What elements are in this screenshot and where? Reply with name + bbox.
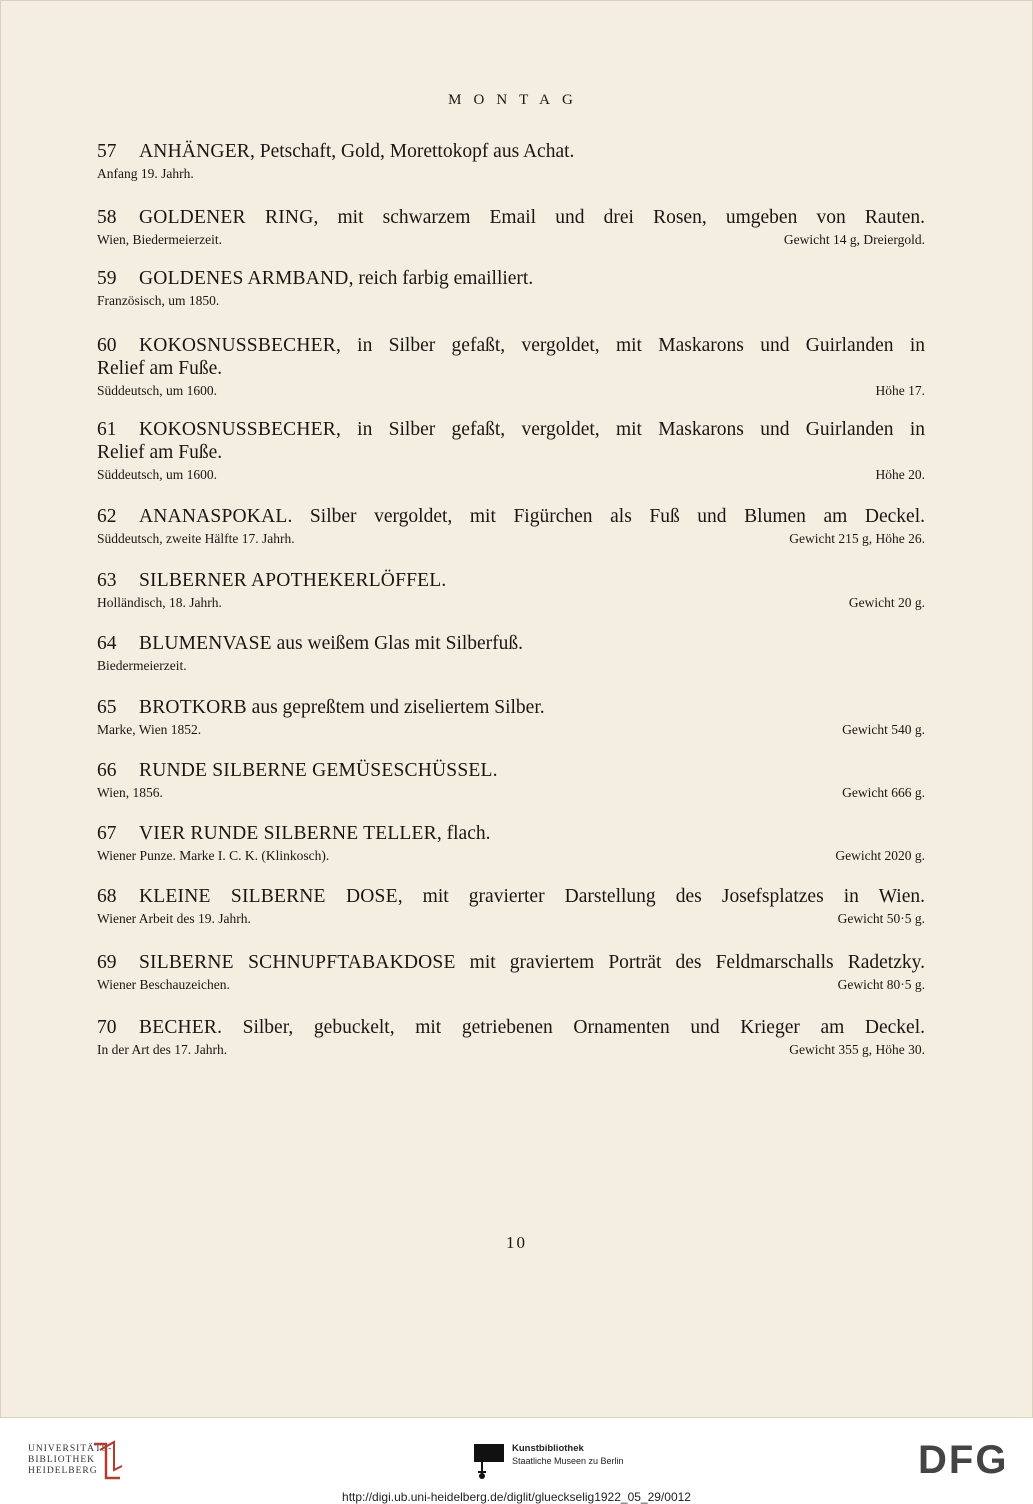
lot-origin: Wiener Beschauzeichen. [97,977,230,992]
lot-meta [97,530,925,548]
lot-description-continued: Relief am Fuße. [97,442,223,463]
lot-measurements: Gewicht 2020 g. [835,848,925,863]
lot-origin: Wien, 1856. [97,785,163,800]
lot-description: . [492,760,498,781]
lot-number: 65 [97,697,117,718]
entry-title-line [97,334,925,357]
lot-measurements: Gewicht 355 g, Höhe 30. [789,1042,925,1057]
lot-measurements: Gewicht 20 g. [848,595,925,610]
lot-meta [97,231,925,249]
catalog-entry [97,696,925,739]
catalog-entry [97,569,925,612]
catalog-entry [97,267,925,310]
entry-title-line [97,822,925,845]
ub-line-1: UNIVERSITÄTS- [28,1444,113,1454]
catalog-entry [97,759,925,802]
entry-title-line [97,140,925,163]
lot-description: aus gepreßtem und ziseliertem Silber. [246,697,545,718]
lot-number: 66 [97,760,117,781]
entry-title-line [97,759,925,782]
lot-number: 61 [97,419,117,440]
lot-origin: Holländisch, 18. Jahrh. [97,595,222,610]
catalog-entry [97,418,925,484]
lot-title: SILBERNE SCHNUPFTABAKDOSE [139,952,456,973]
lot-measurements: Höhe 17. [875,383,925,398]
lot-description: , mit schwarzem Email und drei Rosen, umgeben von Rauten. [313,207,925,228]
lot-origin: In der Art des 17. Jahrh. [97,1042,228,1057]
lot-origin: Biedermeierzeit. [97,658,187,673]
lot-number: 69 [97,952,117,973]
kunstbibliothek-logo-icon [472,1442,506,1482]
lot-origin: Wiener Arbeit des 19. Jahrh. [97,911,251,926]
lot-description-continued: Relief am Fuße. [97,358,223,379]
lot-title: BECHER [139,1017,218,1038]
lot-origin: Französisch, um 1850. [97,293,220,308]
lot-meta [97,910,925,928]
lot-origin: Wien, Biedermeierzeit. [97,232,223,247]
lot-meta [97,292,925,310]
entry-title-line [97,1016,925,1039]
page-header: MONTAG [448,92,585,108]
lot-description: , reich farbig emailliert. [348,268,534,289]
catalog-entry [97,334,925,400]
footer [0,1418,1033,1503]
lot-measurements: Gewicht 14 g, Dreiergold. [783,232,925,247]
lot-description: . Silber, gebuckelt, mit getriebenen Ornamenten und Krieger am Deckel. [217,1017,925,1038]
catalog-entry [97,951,925,994]
lot-title: ANANASPOKAL [139,506,288,527]
lot-description: , mit gravierter Darstellung des Josefsplatzes in Wien. [397,886,926,907]
lot-number: 57 [97,141,117,162]
lot-number: 64 [97,633,117,654]
lot-measurements: Gewicht 540 g. [842,722,925,737]
catalog-entry [97,632,925,675]
lot-origin: Wiener Punze. Marke I. C. K. (Klinkosch). [97,848,330,863]
entry-title-line [97,569,925,592]
lot-number: 70 [97,1017,117,1038]
catalog-entry [97,206,925,249]
lot-title: KLEINE SILBERNE DOSE [139,886,398,907]
lot-meta [97,847,925,865]
ub-line-2: BIBLIOTHEK [28,1455,95,1465]
lot-number: 59 [97,268,117,289]
lot-measurements: Gewicht 50·5 g. [837,911,925,926]
lot-number: 58 [97,207,117,228]
lot-meta [97,594,925,612]
kb-line-1: Kunstbibliothek [512,1443,584,1454]
lot-title: KOKOSNUSSBECHER [139,419,336,440]
page-number: 10 [506,1233,527,1252]
lot-measurements: Gewicht 215 g, Höhe 26. [789,531,925,546]
catalog-entry [97,885,925,928]
lot-meta [97,466,925,484]
lot-measurements: Gewicht 80·5 g. [837,977,925,992]
kb-line-2: Staatliche Museen zu Berlin [512,1456,624,1466]
entry-title-line [97,267,925,290]
catalog-entry [97,505,925,548]
lot-number: 67 [97,823,117,844]
lot-description: . [441,570,447,591]
lot-number: 62 [97,506,117,527]
source-url[interactable]: http://digi.ub.uni-heidelberg.de/diglit/glueckselig1922_05_29/0012 [342,1490,691,1504]
lot-description: mit graviertem Porträt des Feldmarschalls Radetzky. [455,952,925,973]
entry-title-line [97,505,925,528]
entry-title-line [97,418,925,441]
lot-origin: Anfang 19. Jahrh. [97,166,194,181]
catalog-entry [97,1016,925,1059]
lot-meta [97,1041,925,1059]
lot-origin: Süddeutsch, um 1600. [97,383,217,398]
ub-emblem-icon [92,1440,124,1482]
lot-title: RUNDE SILBERNE GEMÜSESCHÜSSEL [139,760,493,781]
lot-description: , flach. [436,823,491,844]
entry-title-line [97,885,925,908]
lot-title: KOKOSNUSSBECHER [139,335,336,356]
entry-title-line [97,206,925,229]
catalog-entry [97,140,925,183]
lot-title: VIER RUNDE SILBERNE TELLER [139,823,437,844]
lot-number: 63 [97,570,117,591]
lot-origin: Süddeutsch, um 1600. [97,467,217,482]
lot-description: . Silber vergoldet, mit Figürchen als Fuß und Blumen am Deckel. [287,506,925,527]
entry-title-line [97,696,925,719]
lot-title: GOLDENER RING [139,207,314,228]
lot-description: , in Silber gefaßt, vergoldet, mit Maskarons und Guirlanden in [335,335,925,356]
lot-description: , Petschaft, Gold, Morettokopf aus Achat. [250,141,575,162]
lot-number: 68 [97,886,117,907]
lot-measurements: Höhe 20. [875,467,925,482]
lot-measurements: Gewicht 666 g. [842,785,925,800]
entry-title-line [97,632,925,655]
lot-title: SILBERNER APOTHEKERLÖFFEL [139,570,442,591]
lot-meta [97,784,925,802]
entry-title-line [97,951,925,974]
lot-description: , in Silber gefaßt, vergoldet, mit Maskarons und Guirlanden in [335,419,925,440]
lot-title: GOLDENES ARMBAND [139,268,349,289]
lot-origin: Marke, Wien 1852. [97,722,202,737]
lot-meta [97,165,925,183]
lot-title: BROTKORB [139,697,247,718]
lot-title: ANHÄNGER [139,141,251,162]
lot-number: 60 [97,335,117,356]
lot-meta [97,976,925,994]
lot-origin: Süddeutsch, zweite Hälfte 17. Jahrh. [97,531,295,546]
ub-line-3: HEIDELBERG [28,1466,98,1476]
lot-meta [97,657,925,675]
dfg-logo[interactable]: DFG [918,1438,1009,1482]
lot-title: BLUMENVASE [139,633,272,654]
catalog-entry [97,822,925,865]
kunstbibliothek-text[interactable] [512,1442,624,1467]
lot-meta [97,721,925,739]
lot-meta [97,382,925,400]
lot-description: aus weißem Glas mit Silberfuß. [271,633,524,654]
